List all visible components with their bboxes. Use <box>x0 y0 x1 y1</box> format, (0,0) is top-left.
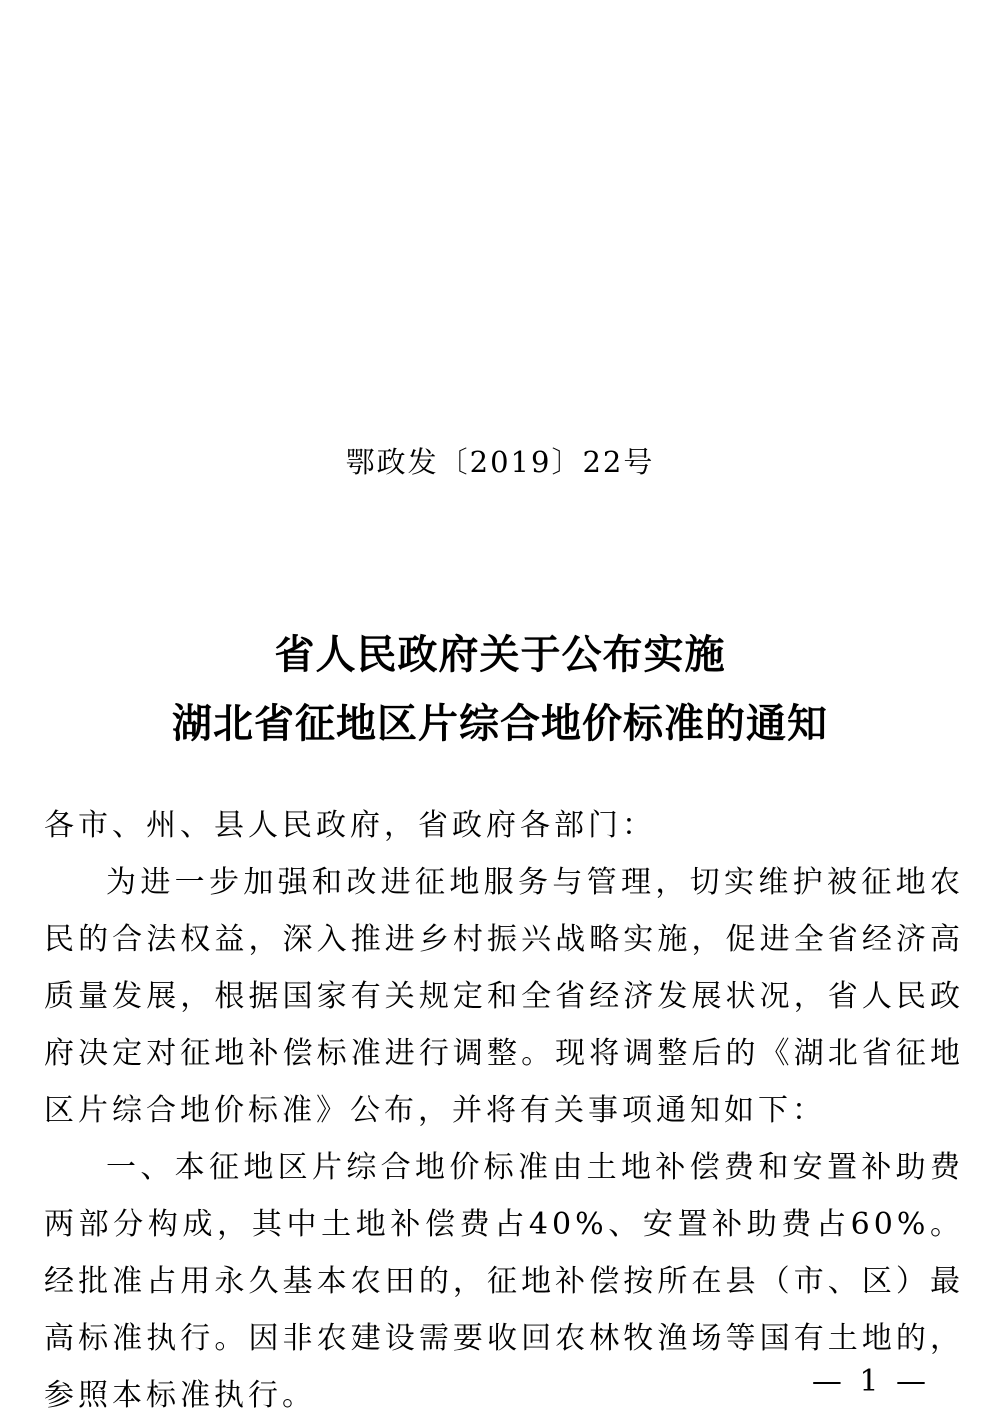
paragraph-2: 一、本征地区片综合地价标准由土地补偿费和安置补助费两部分构成，其中土地补偿费占40%、安置补助费占60%。经批准占用永久基本农田的，征地补偿按所在县（市、区）最高标准执行。因非农建设需要收回农林牧渔场等国有土地的，参照本标准执行。 <box>44 1150 964 1413</box>
document-title-line-2: 湖北省征地区片综合地价标准的通知 <box>172 701 828 747</box>
salutation: 各市、州、县人民政府，省政府各部门： <box>44 808 656 843</box>
paragraph-1: 为进一步加强和改进征地服务与管理，切实维护被征地农民的合法权益，深入推进乡村振兴战略实施，促进全省经济高质量发展，根据国家有关规定和全省经济发展状况，省人民政府决定对征地补偿标准进行调整。现将调整后的《湖北省征地区片综合地价标准》公布，并将有关事项通知如下： <box>44 865 964 1128</box>
document-title-line-1: 省人民政府关于公布实施 <box>274 632 726 678</box>
page-number: — 1 — <box>811 1364 930 1399</box>
document-number: 鄂政发〔2019〕22号 <box>345 445 655 479</box>
